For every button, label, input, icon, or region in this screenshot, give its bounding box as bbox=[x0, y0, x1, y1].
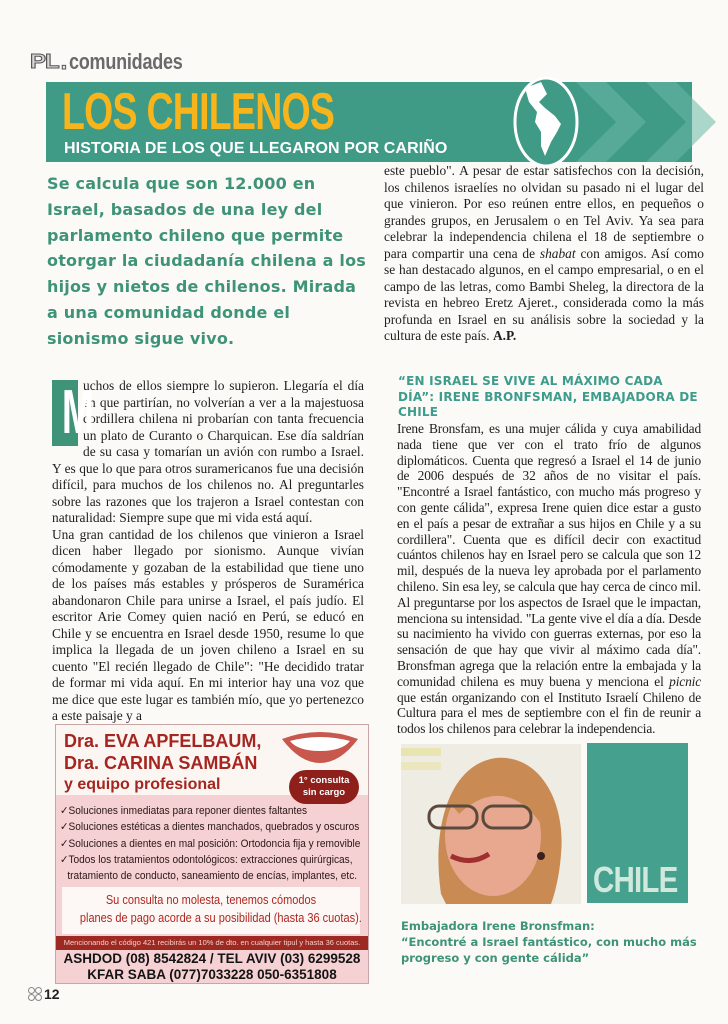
free-consultation-badge: 1° consulta sin cargo bbox=[289, 770, 359, 804]
page-number: 12 bbox=[28, 986, 60, 1002]
ad-services-list bbox=[60, 803, 365, 884]
chile-label: CHILE bbox=[593, 859, 678, 900]
article-title: LOS CHILENOS bbox=[62, 83, 335, 141]
section-label bbox=[30, 48, 208, 76]
caption-quote: “Encontré a Israel fantástico, con mucho más progreso y con gente cálida” bbox=[401, 935, 697, 965]
ad-doctor-1: Dra. EVA APFELBAUM, bbox=[64, 731, 262, 751]
globe-americas-icon bbox=[511, 72, 581, 172]
section-logo: PL bbox=[30, 50, 59, 74]
ad-service-item: ✓Soluciones estéticas a dientes manchados, quebrados y oscuros bbox=[60, 821, 360, 834]
dental-advertisement bbox=[55, 724, 369, 984]
smile-icon bbox=[280, 729, 360, 765]
photo-caption bbox=[401, 918, 711, 966]
ad-doctor-2: Dra. CARINA SAMBÁN bbox=[64, 753, 258, 773]
portrait-image-icon bbox=[401, 744, 581, 904]
author-initials: A.P. bbox=[492, 328, 517, 343]
ad-payment-note: Su consulta no molesta, tenemos cómodos planes de pago acorde a su posibilidad (hasta 36 cuotas). bbox=[62, 887, 360, 934]
ad-service-item: ✓Soluciones a dientes en mal posición: Ortodoncia fija y removible bbox=[60, 837, 361, 850]
article-lead: Se calcula que son 12.000 en Israel, basados de una ley del parlamento chileno que permite otorgar la ciudadanía chilena a los hijos y nietos de chilenos. Mirada a una comunidad donde el sionismo sigue vivo. bbox=[47, 174, 367, 348]
interview-heading: “EN ISRAEL SE VIVE AL MÁXIMO CADA DÍA”: IRENE BRONFSMAN, EMBAJADORA DE CHILE bbox=[398, 374, 698, 419]
ad-promo-strip: Mencionando el código 421 recibirás un 10% de dto. en cualquier tipul y hasta 36 cuotas. bbox=[56, 936, 368, 950]
interview-body bbox=[397, 421, 701, 737]
section-name: comunidades bbox=[69, 49, 183, 74]
article-body bbox=[52, 378, 364, 725]
page-ornament-icon bbox=[28, 987, 42, 1001]
ad-service-item: ✓Soluciones inmediatas para reponer dientes faltantes bbox=[60, 805, 308, 817]
paragraph: este pueblo". A pesar de estar satisfechos con la decisión, los chilenos israelíes no olvidan su pasado ni el lugar del que vinieron. Por eso reúnen entre ellos, en pequeños o grandes grupos, en Jerusalem o en Tel Aviv. Ya sea para celebrar la independencia chilena el 18 de septiembre o para compartir una cena de shabat con amigos. Así como se han destacado algunos, en el campo empresarial, o en el campo de las letras, como Bambi Sheleg, la directora de la revista en hebreo Eretz Ajeret., considerada como la más profunda en Israel en su análisis sobre la sociedad y la cultura de este país. A.P. bbox=[384, 163, 704, 343]
article-subtitle: HISTORIA DE LOS QUE LLEGARON POR CARIÑO bbox=[64, 140, 448, 157]
ad-team: y equipo profesional bbox=[64, 776, 221, 793]
chile-label-box bbox=[587, 743, 688, 903]
paragraph: uchos de ellos siempre lo supieron. Llegaría el día en que partirían, no volverían a ver a la majestuosa cordillera chilena ni probarían con tanta frecuencia un plato de Curanto o Charquican. Ese día saldrían de su casa y tomarían un avión con rumbo a Israel. Y es que lo que para otros suramericanos fue una decisión difícil, para muchos de los chilenos no. Al preguntarles sobre las razones que los trajeron a Israel contestan con naturalidad: Siempre supe que mi vida está aquí. bbox=[52, 378, 364, 525]
ad-phone-numbers: ASHDOD (08) 8542824 / TEL AVIV (03) 6299528 KFAR SABA (077)7033228 050-6351808 bbox=[63, 951, 361, 982]
section-dot: . bbox=[60, 48, 68, 75]
ambassador-photo bbox=[401, 744, 581, 904]
article-banner bbox=[46, 82, 692, 162]
article-continuation bbox=[384, 163, 704, 345]
paragraph: Una gran cantidad de los chilenos que vinieron a Israel dicen haber llegado por sionismo. Aunque vivían cómodamente y gozaban de la estabilidad que tiene uno de los países más estables y prósperos de Suramérica abandonaron Chile para unirse a Israel, el país judío. El escritor Arie Comey quien nació en Perú, se educó en Chile y se encuentra en Israel desde 1950, resume lo que implica la llegada de un joven chileno a Israel en su cuento "El recién llegado de Chile": "He decidido tratar de formar mi vida aquí. En mi interior hay una voz que me dice que este lugar es también mío, que yo pertenezco a este paisaje y a bbox=[52, 526, 364, 723]
ad-service-item: tratamiento de conducto, saneamiento de encías, implantes, etc. bbox=[67, 870, 358, 883]
paragraph: Irene Bronsfam, es una mujer cálida y cuya amabilidad nada tiene que ver con el trato frío de algunos diplomáticos. Cuenta que regresó a Israel el 14 de junio de 2006 después de 32 años de no visitar el país. "Encontré a Israel fantástico, con mucho más progreso y con gente cálida", expresa Irene quien dice estar a gusto en el país a pesar de extrañar a sus hijos en Chile y a su cordillera". Cuenta que es difícil decir con exactitud cuántos chilenos hay en Israel pero se calcula que son 12 mil, después de la nueva ley aprobada por el parlamento chileno. Sin esa ley, se calcula que hay cerca de cinco mil. Al preguntarse por los aspectos de Israel que le impactan, menciona su intensidad. "La gente vive el día a día. Desde su nacimiento ha vivido con guerras externas, por eso la sensación de que hay que vivir al máximo cada día". Bronsfman agrega que la relación entre la embajada y la comunidad chilena es muy buena y menciona el picnic que están organizando con el Instituto Israelí Chileno de Cultura para el mes de septiembre con el fin de reunir a todos los chilenos para celebrar la independencia. bbox=[397, 421, 701, 737]
ad-service-item: ✓Todos los tratamientos odontológicos: extracciones quirúrgicas, bbox=[60, 853, 353, 866]
caption-title: Embajadora Irene Bronsfman: bbox=[401, 919, 595, 933]
drop-cap: M bbox=[52, 380, 78, 446]
